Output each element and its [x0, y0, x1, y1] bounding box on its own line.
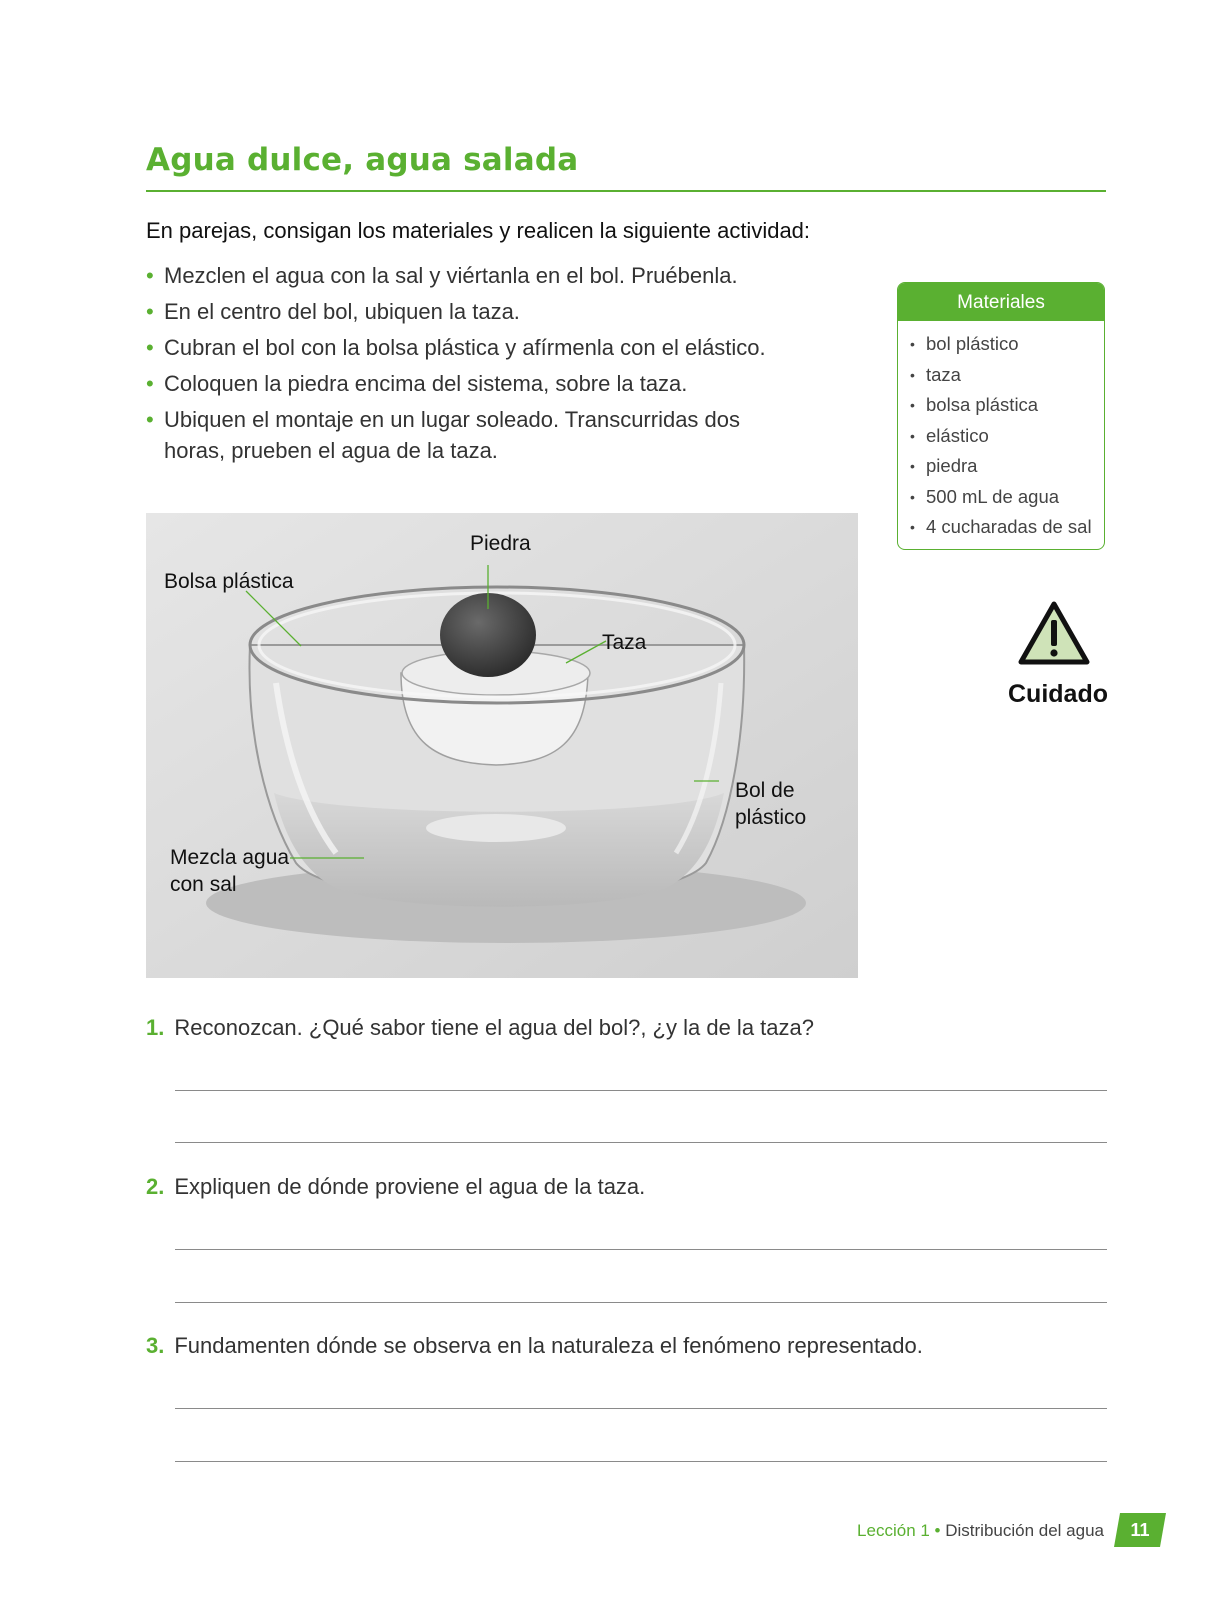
page-number: 11 — [1130, 1520, 1150, 1540]
material-item: • elástico — [910, 421, 1104, 452]
label-mezcla — [170, 844, 289, 898]
footer-lesson-name: Lección 1 — [857, 1521, 930, 1540]
steps-list — [146, 260, 866, 471]
warning-triangle-icon — [1018, 600, 1090, 666]
page-title: Agua dulce, agua salada — [146, 142, 579, 178]
label-bolsa-plastica: Bolsa plástica — [164, 570, 294, 593]
footer-separator: • — [929, 1521, 946, 1540]
label-taza: Taza — [602, 631, 647, 654]
materials-box — [897, 282, 1105, 550]
label-mezcla-line-1: Mezcla agua — [170, 846, 290, 869]
materials-header: Materiales — [898, 283, 1104, 321]
label-bol-line-1: Bol de — [735, 779, 795, 802]
question-text: Reconozcan. ¿Qué sabor tiene el agua del bol?, ¿y la de la taza? — [174, 1015, 814, 1040]
answer-line[interactable] — [175, 1302, 1107, 1303]
material-item: • 500 mL de agua — [910, 482, 1104, 513]
warning-label: Cuidado — [1008, 680, 1108, 708]
answer-line[interactable] — [175, 1142, 1107, 1143]
answer-line[interactable] — [175, 1408, 1107, 1409]
materials-list — [898, 321, 1104, 543]
question-number: 3. — [146, 1333, 165, 1358]
answer-line[interactable] — [175, 1461, 1107, 1462]
answer-line[interactable] — [175, 1090, 1107, 1091]
material-item: • 4 cucharadas de sal — [910, 512, 1104, 543]
step-item: • Ubiquen el montaje en un lugar soleado. Transcurridas dos horas, prueben el agua de la taza. — [146, 404, 804, 466]
label-piedra: Piedra — [470, 532, 531, 555]
question-number: 1. — [146, 1015, 165, 1040]
step-item: • Mezclen el agua con la sal y viértanla en el bol. Pruébenla. — [146, 260, 866, 291]
material-item: • bolsa plástica — [910, 390, 1104, 421]
answer-line[interactable] — [175, 1249, 1107, 1250]
question-text: Expliquen de dónde proviene el agua de la taza. — [174, 1174, 646, 1199]
label-bol-line-2: plástico — [735, 806, 807, 829]
footer-topic: Distribución del agua — [945, 1521, 1104, 1540]
step-item: • En el centro del bol, ubiquen la taza. — [146, 296, 866, 327]
question-3 — [146, 1333, 923, 1359]
step-item: • Coloquen la piedra encima del sistema, sobre la taza. — [146, 368, 866, 399]
activity-intro: En parejas, consigan los materiales y realicen la siguiente actividad: — [146, 218, 811, 243]
material-item: • piedra — [910, 451, 1104, 482]
material-item: • bol plástico — [910, 329, 1104, 360]
experiment-photo — [146, 513, 858, 978]
label-mezcla-line-2: con sal — [170, 873, 237, 896]
step-item: • Cubran el bol con la bolsa plástica y afírmenla con el elástico. — [146, 332, 866, 363]
label-bol-de-plastico — [735, 777, 806, 831]
material-item: • taza — [910, 360, 1104, 391]
title-underline — [146, 190, 1106, 192]
footer-lesson — [857, 1521, 1104, 1541]
question-text: Fundamenten dónde se observa en la naturaleza el fenómeno representado. — [174, 1333, 923, 1358]
question-2 — [146, 1174, 645, 1200]
question-number: 2. — [146, 1174, 165, 1199]
question-1 — [146, 1015, 814, 1041]
